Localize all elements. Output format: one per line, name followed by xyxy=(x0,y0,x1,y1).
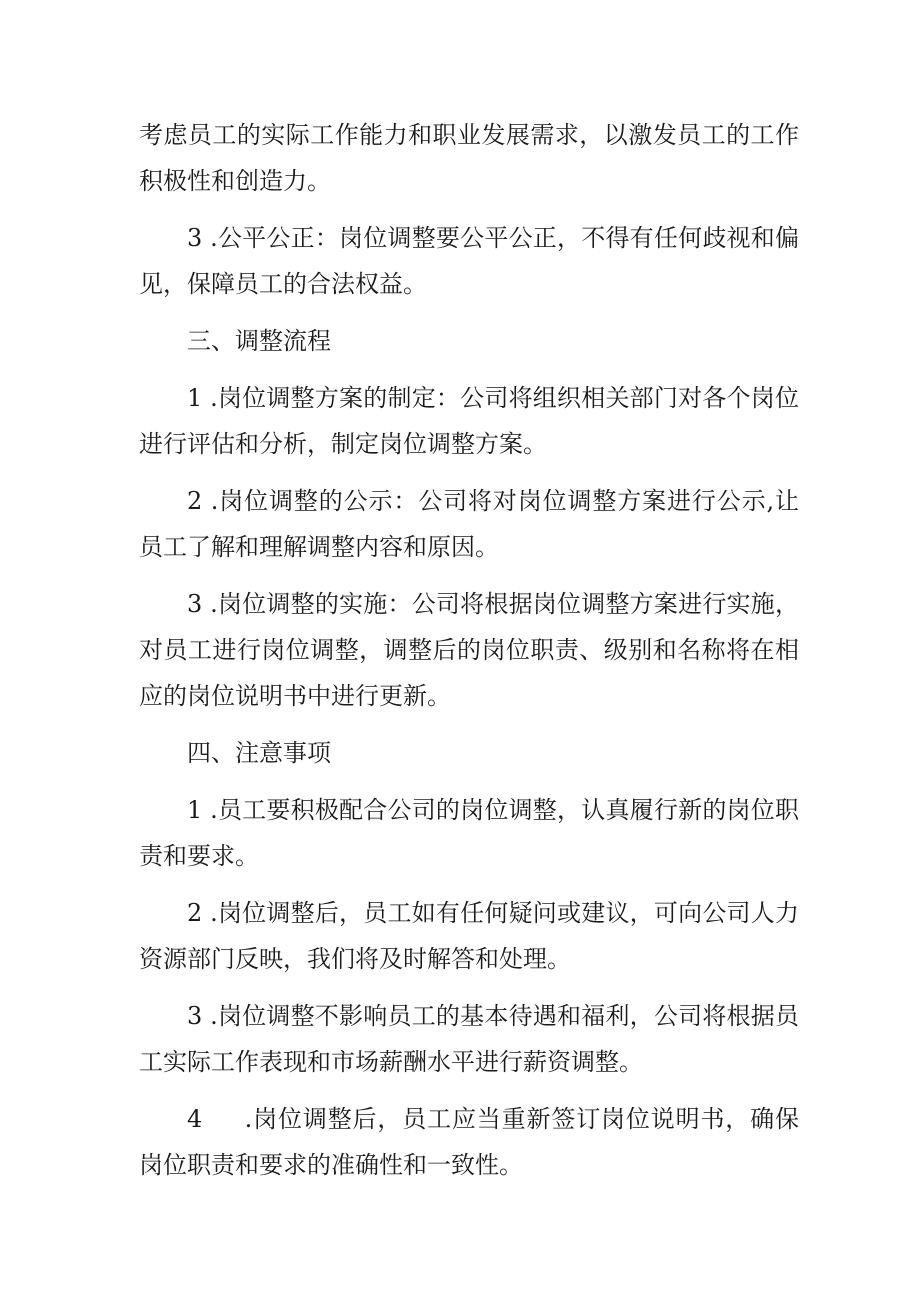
paragraph-note-2: 2 .岗位调整后，员工如有任何疑问或建议，可向公司人力资源部门反映，我们将及时解答和处理。 xyxy=(139,899,799,973)
paragraph-process-2: 2 .岗位调整的公示：公司将对岗位调整方案进行公示,让员工了解和理解调整内容和原因。 xyxy=(139,487,799,561)
paragraph-note-1: 1 .员工要积极配合公司的岗位调整，认真履行新的岗位职责和要求。 xyxy=(139,796,799,870)
paragraph-principle-3: 3 .公平公正：岗位调整要公平公正，不得有任何歧视和偏见，保障员工的合法权益。 xyxy=(139,224,799,298)
paragraph-continuation: 考虑员工的实际工作能力和职业发展需求，以激发员工的工作积极性和创造力。 xyxy=(139,121,799,195)
paragraph-note-4: 4 .岗位调整后，员工应当重新签订岗位说明书，确保岗位职责和要求的准确性和一致性。 xyxy=(139,1105,799,1179)
section-heading-notes: 四、注意事项 xyxy=(187,739,331,767)
paragraph-note-3: 3 .岗位调整不影响员工的基本待遇和福利，公司将根据员工实际工作表现和市场薪酬水平进行薪资调整。 xyxy=(139,1002,799,1076)
paragraph-process-3: 3 .岗位调整的实施：公司将根据岗位调整方案进行实施，对员工进行岗位调整，调整后的岗位职责、级别和名称将在相应的岗位说明书中进行更新。 xyxy=(139,590,799,710)
section-heading-process: 三、调整流程 xyxy=(187,327,331,355)
paragraph-process-1: 1 .岗位调整方案的制定：公司将组织相关部门对各个岗位进行评估和分析，制定岗位调整方案。 xyxy=(139,384,799,458)
document-body xyxy=(139,112,799,1188)
